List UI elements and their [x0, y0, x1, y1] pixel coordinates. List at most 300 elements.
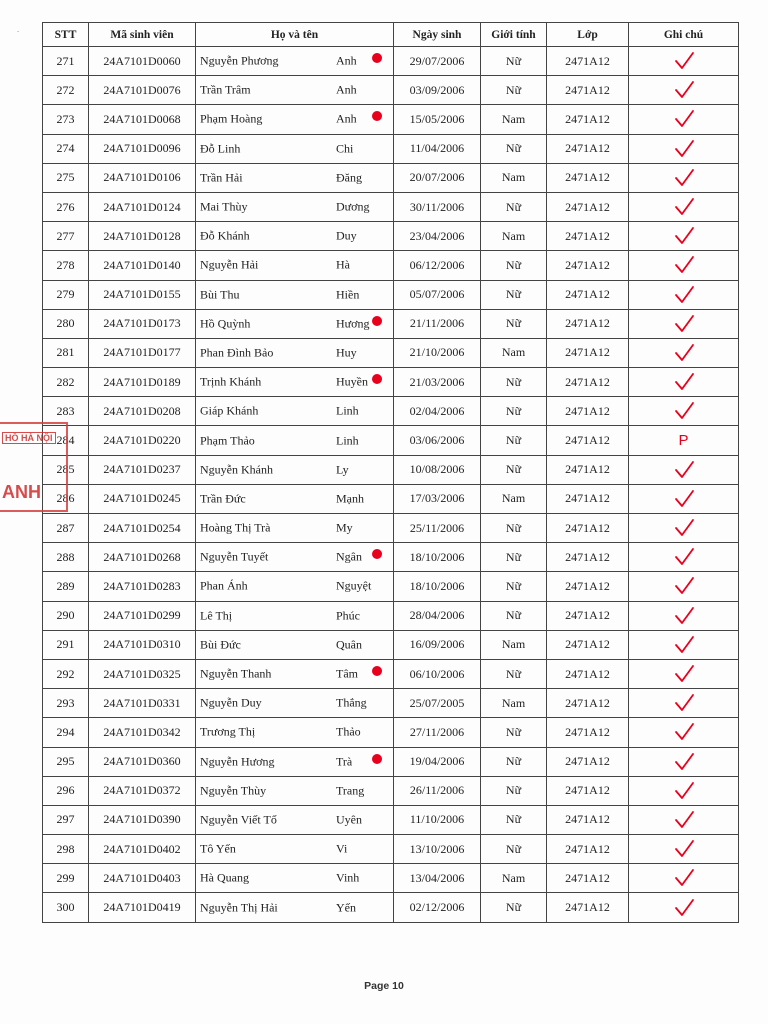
given-name: Trà: [336, 754, 353, 769]
cell-dob: 21/03/2006: [394, 368, 481, 397]
cell-class: 2471A12: [547, 47, 629, 76]
given-name: Linh: [336, 433, 359, 448]
surname-middle: Trần Hải: [200, 170, 243, 185]
red-check-icon: [674, 168, 694, 188]
cell-note: [629, 543, 739, 572]
table-row: [43, 251, 739, 280]
cell-gender: Nữ: [481, 543, 547, 572]
cell-note: [629, 105, 739, 134]
cell-dob: 06/10/2006: [394, 659, 481, 688]
cell-note: [629, 455, 739, 484]
cell-note: [629, 864, 739, 893]
cell-stt: 280: [43, 309, 89, 338]
given-name: Nguyệt: [336, 578, 372, 593]
cell-full-name: [196, 426, 394, 455]
surname-middle: Nguyễn Phương: [200, 53, 279, 68]
surname-middle: Lê Thị: [200, 608, 233, 623]
cell-student-id: 24A7101D0060: [89, 47, 196, 76]
cell-student-id: 24A7101D0245: [89, 484, 196, 513]
cell-dob: 11/10/2006: [394, 805, 481, 834]
cell-class: 2471A12: [547, 368, 629, 397]
given-name: Ly: [336, 462, 349, 477]
cell-stt: 291: [43, 630, 89, 659]
cell-note: [629, 630, 739, 659]
cell-student-id: 24A7101D0096: [89, 134, 196, 163]
surname-middle: Nguyễn Khánh: [200, 462, 273, 477]
red-check-icon: [674, 664, 694, 684]
header-note: Ghi chú: [629, 23, 739, 47]
cell-gender: Nữ: [481, 309, 547, 338]
cell-class: 2471A12: [547, 864, 629, 893]
cell-full-name: [196, 397, 394, 426]
cell-dob: 21/11/2006: [394, 309, 481, 338]
red-check-icon: [674, 635, 694, 655]
cell-stt: 279: [43, 280, 89, 309]
cell-stt: 293: [43, 689, 89, 718]
surname-middle: Bùi Thu: [200, 287, 240, 302]
cell-stt: 300: [43, 893, 89, 922]
table-row: [43, 805, 739, 834]
given-name: Ngân: [336, 549, 362, 564]
cell-gender: Nữ: [481, 776, 547, 805]
given-name: Chi: [336, 141, 354, 156]
cell-note: [629, 514, 739, 543]
table-header: [43, 23, 739, 47]
given-name: Dương: [336, 199, 370, 214]
cell-note: [629, 747, 739, 776]
cell-class: 2471A12: [547, 572, 629, 601]
cell-gender: Nữ: [481, 426, 547, 455]
cell-note: [629, 47, 739, 76]
cell-full-name: [196, 572, 394, 601]
cell-class: 2471A12: [547, 893, 629, 922]
surname-middle: Mai Thùy: [200, 199, 248, 214]
cell-stt: 273: [43, 105, 89, 134]
given-name: Hà: [336, 257, 350, 272]
surname-middle: Nguyễn Viết Tố: [200, 812, 277, 827]
red-check-icon: [674, 547, 694, 567]
red-check-icon: [674, 226, 694, 246]
surname-middle: Giáp Khánh: [200, 403, 259, 418]
cell-gender: Nữ: [481, 368, 547, 397]
red-check-icon: [674, 839, 694, 859]
cell-gender: Nữ: [481, 893, 547, 922]
surname-middle: Hồ Quỳnh: [200, 316, 251, 331]
cell-stt: 289: [43, 572, 89, 601]
red-check-icon: [674, 722, 694, 742]
table-row: [43, 455, 739, 484]
cell-note: [629, 163, 739, 192]
table-row: [43, 309, 739, 338]
cell-gender: Nam: [481, 163, 547, 192]
red-check-icon: [674, 197, 694, 217]
cell-dob: 03/09/2006: [394, 76, 481, 105]
red-dot-mark: [372, 754, 382, 764]
cell-class: 2471A12: [547, 251, 629, 280]
red-check-icon: [674, 898, 694, 918]
cell-class: 2471A12: [547, 747, 629, 776]
cell-gender: Nam: [481, 338, 547, 367]
given-name: Anh: [336, 111, 357, 126]
cell-note: [629, 338, 739, 367]
cell-stt: 295: [43, 747, 89, 776]
cell-note: [629, 893, 739, 922]
scan-corner-mark: ˙: [17, 30, 20, 40]
red-check-icon: [674, 460, 694, 480]
table-body: [43, 47, 739, 923]
cell-dob: 26/11/2006: [394, 776, 481, 805]
cell-full-name: [196, 309, 394, 338]
cell-note: [629, 835, 739, 864]
surname-middle: Hà Quang: [200, 870, 249, 885]
cell-full-name: [196, 163, 394, 192]
cell-gender: Nam: [481, 484, 547, 513]
table-row: [43, 163, 739, 192]
cell-student-id: 24A7101D0140: [89, 251, 196, 280]
red-dot-mark: [372, 374, 382, 384]
cell-stt: 274: [43, 134, 89, 163]
cell-class: 2471A12: [547, 543, 629, 572]
cell-class: 2471A12: [547, 192, 629, 221]
cell-class: 2471A12: [547, 309, 629, 338]
cell-full-name: [196, 893, 394, 922]
table-row: [43, 718, 739, 747]
red-check-icon: [674, 518, 694, 538]
cell-stt: 271: [43, 47, 89, 76]
table-row: [43, 514, 739, 543]
cell-gender: Nữ: [481, 192, 547, 221]
table-row: [43, 484, 739, 513]
cell-full-name: [196, 280, 394, 309]
cell-full-name: [196, 134, 394, 163]
given-name: Trang: [336, 783, 365, 798]
cell-class: 2471A12: [547, 776, 629, 805]
red-check-icon: [674, 372, 694, 392]
given-name: Hương: [336, 316, 370, 331]
cell-gender: Nữ: [481, 455, 547, 484]
red-check-icon: [674, 781, 694, 801]
cell-student-id: 24A7101D0419: [89, 893, 196, 922]
given-name: Uyên: [336, 812, 362, 827]
cell-student-id: 24A7101D0268: [89, 543, 196, 572]
cell-student-id: 24A7101D0128: [89, 222, 196, 251]
given-name: Mạnh: [336, 491, 364, 506]
surname-middle: Hoàng Thị Trà: [200, 520, 271, 535]
cell-dob: 13/04/2006: [394, 864, 481, 893]
red-check-icon: [674, 255, 694, 275]
red-check-icon: [674, 868, 694, 888]
surname-middle: Đỗ Khánh: [200, 228, 250, 243]
cell-note: [629, 251, 739, 280]
cell-student-id: 24A7101D0106: [89, 163, 196, 192]
cell-stt: 281: [43, 338, 89, 367]
cell-note: [629, 280, 739, 309]
cell-student-id: 24A7101D0331: [89, 689, 196, 718]
cell-student-id: 24A7101D0325: [89, 659, 196, 688]
cell-full-name: [196, 484, 394, 513]
cell-stt: 278: [43, 251, 89, 280]
cell-class: 2471A12: [547, 105, 629, 134]
table-row: [43, 76, 739, 105]
cell-full-name: [196, 630, 394, 659]
cell-student-id: 24A7101D0076: [89, 76, 196, 105]
cell-note: [629, 805, 739, 834]
red-check-icon: [674, 314, 694, 334]
cell-dob: 18/10/2006: [394, 572, 481, 601]
surname-middle: Nguyễn Duy: [200, 695, 262, 710]
page-number: Page 10: [364, 980, 404, 992]
cell-dob: 28/04/2006: [394, 601, 481, 630]
header-full-name: Họ và tên: [196, 23, 394, 47]
table-row: [43, 747, 739, 776]
cell-full-name: [196, 718, 394, 747]
surname-middle: Nguyễn Thị Hải: [200, 900, 278, 915]
given-name: Quân: [336, 637, 362, 652]
cell-stt: 283: [43, 397, 89, 426]
cell-stt: 299: [43, 864, 89, 893]
cell-full-name: [196, 47, 394, 76]
surname-middle: Đỗ Linh: [200, 141, 241, 156]
cell-note: [629, 718, 739, 747]
table-row: [43, 397, 739, 426]
cell-note: [629, 309, 739, 338]
red-dot-mark: [372, 549, 382, 559]
cell-student-id: 24A7101D0189: [89, 368, 196, 397]
given-name: Duy: [336, 228, 357, 243]
stamp-text-top: HỒ HÀ NỘI: [2, 432, 56, 444]
table-row: [43, 543, 739, 572]
cell-dob: 15/05/2006: [394, 105, 481, 134]
cell-dob: 21/10/2006: [394, 338, 481, 367]
cell-dob: 06/12/2006: [394, 251, 481, 280]
cell-class: 2471A12: [547, 76, 629, 105]
cell-gender: Nữ: [481, 251, 547, 280]
cell-stt: 285: [43, 455, 89, 484]
cell-stt: 287: [43, 514, 89, 543]
given-name: Đăng: [336, 170, 362, 185]
surname-middle: Trịnh Khánh: [200, 374, 262, 389]
surname-middle: Trương Thị: [200, 724, 256, 739]
cell-full-name: [196, 338, 394, 367]
cell-stt: 286: [43, 484, 89, 513]
cell-class: 2471A12: [547, 601, 629, 630]
cell-note: [629, 601, 739, 630]
given-name: Yến: [336, 900, 356, 915]
cell-dob: 29/07/2006: [394, 47, 481, 76]
red-check-icon: [674, 810, 694, 830]
cell-dob: 02/12/2006: [394, 893, 481, 922]
red-check-icon: [674, 576, 694, 596]
cell-full-name: [196, 192, 394, 221]
cell-student-id: 24A7101D0173: [89, 309, 196, 338]
red-seal-stamp: [0, 422, 68, 512]
cell-gender: Nữ: [481, 805, 547, 834]
surname-middle: Trần Trâm: [200, 82, 251, 97]
given-name: My: [336, 520, 353, 535]
cell-student-id: 24A7101D0310: [89, 630, 196, 659]
cell-class: 2471A12: [547, 718, 629, 747]
cell-note: [629, 426, 739, 455]
header-dob: Ngày sinh: [394, 23, 481, 47]
cell-gender: Nam: [481, 689, 547, 718]
table-row: [43, 630, 739, 659]
given-name: Thắng: [336, 695, 367, 710]
cell-gender: Nữ: [481, 659, 547, 688]
cell-dob: 30/11/2006: [394, 192, 481, 221]
red-dot-mark: [372, 316, 382, 326]
cell-class: 2471A12: [547, 630, 629, 659]
red-check-icon: [674, 139, 694, 159]
surname-middle: Tô Yến: [200, 841, 236, 856]
cell-stt: 294: [43, 718, 89, 747]
table-row: [43, 572, 739, 601]
surname-middle: Phan Ánh: [200, 578, 248, 593]
cell-note: [629, 659, 739, 688]
cell-stt: 296: [43, 776, 89, 805]
surname-middle: Phạm Hoàng: [200, 111, 263, 126]
table-row: [43, 864, 739, 893]
red-dot-mark: [372, 666, 382, 676]
given-name: Vinh: [336, 870, 360, 885]
header-gender: Giới tính: [481, 23, 547, 47]
surname-middle: Nguyễn Thanh: [200, 666, 272, 681]
red-check-icon: [674, 752, 694, 772]
cell-student-id: 24A7101D0403: [89, 864, 196, 893]
cell-stt: 277: [43, 222, 89, 251]
cell-full-name: [196, 776, 394, 805]
cell-full-name: [196, 514, 394, 543]
cell-dob: 19/04/2006: [394, 747, 481, 776]
table-row: [43, 105, 739, 134]
cell-class: 2471A12: [547, 689, 629, 718]
cell-class: 2471A12: [547, 484, 629, 513]
red-check-icon: [674, 693, 694, 713]
cell-dob: 05/07/2006: [394, 280, 481, 309]
surname-middle: Nguyễn Hải: [200, 257, 259, 272]
cell-full-name: [196, 222, 394, 251]
cell-dob: 25/07/2005: [394, 689, 481, 718]
cell-student-id: 24A7101D0124: [89, 192, 196, 221]
cell-note: [629, 397, 739, 426]
cell-gender: Nữ: [481, 718, 547, 747]
cell-student-id: 24A7101D0220: [89, 426, 196, 455]
given-name: Phúc: [336, 608, 360, 623]
red-dot-mark: [372, 53, 382, 63]
cell-student-id: 24A7101D0390: [89, 805, 196, 834]
student-list-table: [42, 22, 739, 923]
cell-dob: 13/10/2006: [394, 835, 481, 864]
cell-student-id: 24A7101D0372: [89, 776, 196, 805]
given-name: Anh: [336, 82, 357, 97]
cell-full-name: [196, 835, 394, 864]
cell-student-id: 24A7101D0360: [89, 747, 196, 776]
cell-dob: 03/06/2006: [394, 426, 481, 455]
cell-class: 2471A12: [547, 659, 629, 688]
cell-class: 2471A12: [547, 455, 629, 484]
given-name: Vi: [336, 841, 348, 856]
surname-middle: Phạm Thảo: [200, 433, 255, 448]
cell-full-name: [196, 689, 394, 718]
surname-middle: Nguyễn Tuyết: [200, 549, 269, 564]
surname-middle: Nguyễn Hương: [200, 754, 275, 769]
cell-stt: 276: [43, 192, 89, 221]
cell-full-name: [196, 747, 394, 776]
cell-note: [629, 76, 739, 105]
table-row: [43, 893, 739, 922]
cell-class: 2471A12: [547, 134, 629, 163]
header-stt: STT: [43, 23, 89, 47]
red-check-icon: [674, 606, 694, 626]
header-student-id: Mã sinh viên: [89, 23, 196, 47]
table-row: [43, 659, 739, 688]
surname-middle: Phan Đình Bảo: [200, 345, 274, 360]
table-row: [43, 47, 739, 76]
cell-gender: Nữ: [481, 747, 547, 776]
cell-full-name: [196, 76, 394, 105]
cell-class: 2471A12: [547, 835, 629, 864]
table-row: [43, 368, 739, 397]
cell-note: [629, 368, 739, 397]
red-check-icon: [674, 401, 694, 421]
cell-gender: Nữ: [481, 572, 547, 601]
cell-class: 2471A12: [547, 338, 629, 367]
surname-middle: Nguyễn Thùy: [200, 783, 267, 798]
cell-note: [629, 776, 739, 805]
cell-student-id: 24A7101D0237: [89, 455, 196, 484]
cell-dob: 23/04/2006: [394, 222, 481, 251]
cell-stt: 272: [43, 76, 89, 105]
cell-note: [629, 192, 739, 221]
cell-student-id: 24A7101D0342: [89, 718, 196, 747]
cell-dob: 10/08/2006: [394, 455, 481, 484]
table-row: [43, 338, 739, 367]
table-row: [43, 689, 739, 718]
header-class: Lớp: [547, 23, 629, 47]
cell-full-name: [196, 805, 394, 834]
cell-full-name: [196, 601, 394, 630]
cell-note: [629, 484, 739, 513]
cell-stt: 290: [43, 601, 89, 630]
table-row: [43, 134, 739, 163]
cell-note: [629, 689, 739, 718]
cell-student-id: 24A7101D0155: [89, 280, 196, 309]
given-name: Huy: [336, 345, 357, 360]
cell-gender: Nữ: [481, 514, 547, 543]
cell-stt: 292: [43, 659, 89, 688]
cell-full-name: [196, 455, 394, 484]
cell-stt: 282: [43, 368, 89, 397]
cell-gender: Nam: [481, 864, 547, 893]
cell-dob: 16/09/2006: [394, 630, 481, 659]
cell-stt: 288: [43, 543, 89, 572]
cell-gender: Nam: [481, 630, 547, 659]
table-row: [43, 776, 739, 805]
cell-dob: 11/04/2006: [394, 134, 481, 163]
cell-class: 2471A12: [547, 163, 629, 192]
red-check-icon: [674, 285, 694, 305]
surname-middle: Bùi Đức: [200, 637, 241, 652]
cell-dob: 02/04/2006: [394, 397, 481, 426]
red-check-icon: [674, 51, 694, 71]
given-name: Huyền: [336, 374, 368, 389]
table-row: [43, 426, 739, 455]
cell-gender: Nữ: [481, 601, 547, 630]
table-row: [43, 222, 739, 251]
cell-full-name: [196, 251, 394, 280]
cell-stt: 284: [43, 426, 89, 455]
table-row: [43, 835, 739, 864]
cell-student-id: 24A7101D0068: [89, 105, 196, 134]
